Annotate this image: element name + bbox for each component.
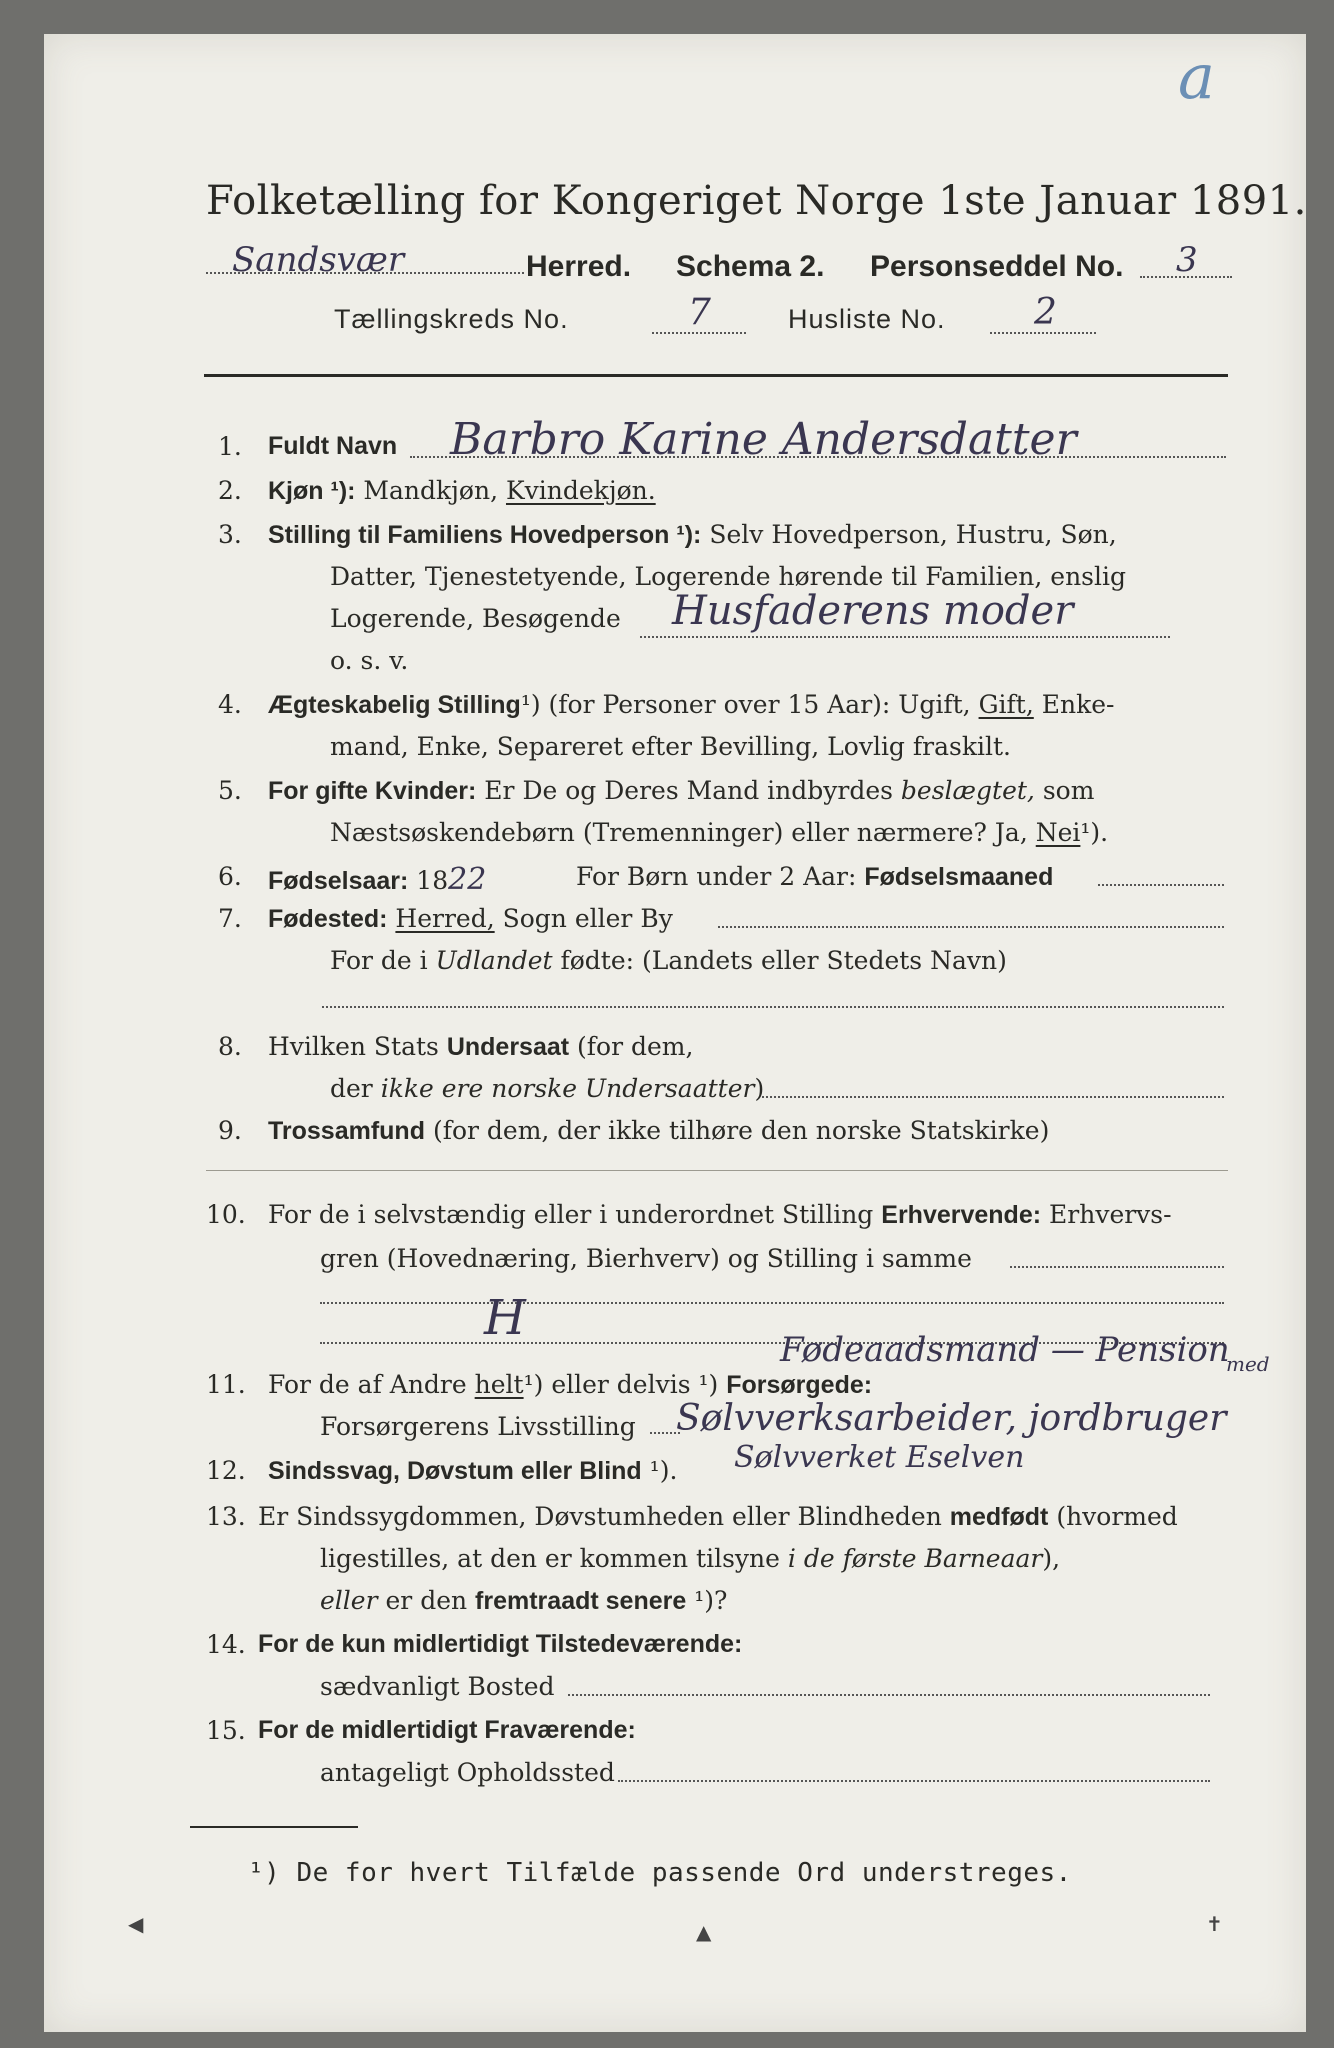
q14-line2: sædvanligt Bosted [320, 1672, 555, 1701]
item-number: 3. [218, 520, 242, 549]
q8-row [268, 1032, 693, 1062]
q15-label: For de midlertidigt Fraværende: [258, 1716, 636, 1744]
q7-dots-2 [322, 1006, 1224, 1008]
q10-dots-1 [1010, 1266, 1224, 1268]
q6-label: Fødselsaar: [268, 867, 409, 895]
q9-text: (for dem, der ikke tilhøre den norske Statskirke) [432, 1116, 1050, 1145]
q3-line3: Logerende, Besøgende [330, 604, 621, 633]
q13-line3b: er den [385, 1586, 468, 1615]
item-number: 15. [206, 1716, 246, 1745]
q10-text: For de i selvstændig eller i underordnet Stilling [268, 1200, 874, 1229]
q9-label: Trossamfund [268, 1117, 425, 1145]
q5-row [268, 776, 1094, 806]
item-number: 9. [218, 1116, 242, 1145]
q10-row [268, 1200, 1172, 1230]
q3-row [268, 520, 1117, 550]
q11-mid: ¹) eller delvis ¹) [523, 1370, 719, 1399]
q10-value1: H [484, 1290, 526, 1346]
personseddel-dots [1140, 276, 1232, 278]
q12-tail: ¹). [649, 1456, 678, 1485]
q1-dots [410, 456, 1226, 458]
q4-label: Ægteskabelig Stilling [268, 691, 521, 719]
q10-line2: gren (Hovednæring, Bierhverv) og Stilling i samme [320, 1244, 972, 1273]
q13-line3-row [320, 1586, 727, 1616]
q8-tail: (for dem, [577, 1032, 694, 1061]
q7-row [268, 904, 673, 934]
form-title: Folketælling for Kongeriget Norge 1ste Januar 1891. [206, 178, 1307, 224]
item-number: 8. [218, 1032, 242, 1061]
q2-label: Kjøn ¹): [268, 477, 356, 505]
q7-line2b: Udlandet [435, 946, 553, 975]
q3-dots [640, 636, 1170, 638]
husliste-label: Husliste No. [788, 304, 946, 334]
q9-row [268, 1116, 1049, 1146]
herred-label: Herred. [526, 250, 632, 283]
item-number: 14. [206, 1630, 246, 1659]
q8-line2-row [330, 1074, 764, 1103]
item-number: 12. [206, 1456, 246, 1485]
q14-label: For de kun midlertidigt Tilstedeværende: [258, 1630, 743, 1658]
q8-label: Undersaat [446, 1033, 570, 1061]
binding-mark-left: ◀ [128, 1912, 144, 1936]
q6-dots [1098, 884, 1224, 886]
q6-row2 [576, 862, 1053, 892]
q13-line2-row [320, 1544, 1060, 1573]
q13-line2a: ligestilles, at den er kommen tilsyne [320, 1544, 780, 1573]
q6-label2: Fødselsmaaned [864, 863, 1054, 891]
footnote: ¹) De for hvert Tilfælde passende Ord understreges. [248, 1858, 1072, 1888]
item-number: 6. [218, 862, 242, 891]
item-number: 10. [206, 1200, 246, 1229]
q6-value: 22 [448, 862, 487, 897]
herred-dots [206, 272, 524, 274]
husliste-dots [990, 332, 1096, 334]
q13-line2c: ), [1042, 1544, 1061, 1573]
q13-line3a: eller [320, 1586, 378, 1615]
q5-italic: beslægtet, [900, 776, 1035, 805]
q7-text: Sogn eller By [502, 904, 673, 933]
taellingskreds-value: 7 [688, 292, 711, 333]
q7-line2-row [330, 946, 1007, 975]
q13-bold: medfødt [949, 1503, 1049, 1531]
q13-text1: Er Sindssygdommen, Døvstumheden eller Blindheden [258, 1502, 942, 1531]
q4-text1: ¹) (for Personer over 15 Aar): Ugift, [520, 690, 971, 719]
taellingskreds-dots [652, 332, 746, 334]
q13-text2: (hvormed [1056, 1502, 1178, 1531]
q1-label: Fuldt Navn [268, 432, 398, 460]
q5-text1: Er De og Deres Mand indbyrdes [484, 776, 893, 805]
q13-line3d: ¹)? [694, 1586, 728, 1615]
q7-line2c: fødte: (Landets eller Stedets Navn) [560, 946, 1007, 975]
footnote-rule [190, 1826, 358, 1828]
q8-text: Hvilken Stats [268, 1032, 439, 1061]
q5-label: For gifte Kvinder: [268, 777, 477, 805]
personseddel-value: 3 [1176, 240, 1198, 280]
q11-value2: Sølvverket Eselven [734, 1440, 1025, 1475]
q2-underlined: Kvindekjøn. [505, 476, 656, 505]
q11-value: Sølvverksarbeider, jordbruger [676, 1398, 1227, 1439]
taellingskreds-label: Tællingskreds No. [334, 304, 569, 334]
q10-value2: Fødeaadsmand — Pension [780, 1330, 1230, 1370]
q3-value: Husfaderens moder [672, 588, 1074, 634]
q13-line2b: i de første Barneaar [787, 1544, 1043, 1573]
q6-row [268, 862, 486, 897]
q8-line2b: ikke ere norske Undersaatter [380, 1074, 755, 1103]
q5-nei: Nei [1035, 818, 1081, 847]
q11-text: For de af Andre [268, 1370, 467, 1399]
q4-text2: Enke- [1041, 690, 1115, 719]
q10-dots-2 [320, 1302, 1224, 1304]
q3-line2: Datter, Tjenestetyende, Logerende hørende til Familien, enslig [330, 562, 1127, 591]
q7-herred: Herred, [395, 904, 495, 933]
q13-row [258, 1502, 1178, 1532]
header-rule [204, 374, 1228, 377]
q3-label: Stilling til Familiens Hovedperson ¹): [268, 521, 702, 549]
q4-line2: mand, Enke, Separeret efter Bevilling, Lovlig fraskilt. [330, 732, 1011, 761]
q6-prefix: 18 [416, 866, 449, 895]
q7-label: Fødested: [268, 905, 388, 933]
q5-tail: ¹). [1080, 818, 1109, 847]
q2-row [268, 476, 656, 506]
q4-row [268, 690, 1114, 720]
q14-dots [568, 1694, 1210, 1696]
q1-value: Barbro Karine Andersdatter [450, 414, 1077, 465]
binding-mark-right: ✝ [1206, 1912, 1223, 1936]
q2-text: Mandkjøn, [363, 476, 499, 505]
q3-line4: o. s. v. [330, 646, 409, 675]
q8-line2a: der [330, 1074, 373, 1103]
q10-label: Erhvervende: [881, 1201, 1042, 1229]
item-number: 13. [206, 1502, 246, 1531]
q7-line2a: For de i [330, 946, 428, 975]
item-number: 11. [206, 1370, 246, 1399]
q15-dots [618, 1780, 1210, 1782]
q9-divider [206, 1170, 1228, 1171]
q5-text2: som [1042, 776, 1095, 805]
item-number: 2. [218, 476, 242, 505]
item-number: 1. [218, 432, 242, 461]
q4-gift: Gift, [978, 690, 1034, 719]
q11-label: Forsørgede: [726, 1371, 873, 1399]
q3-text1: Selv Hovedperson, Hustru, Søn, [709, 520, 1117, 549]
q5-line2: Næstsøskendebørn (Tremenninger) eller nærmere? Ja, [330, 818, 1028, 847]
personseddel-label: Personseddel No. [870, 250, 1124, 283]
husliste-value: 2 [1034, 292, 1057, 333]
schema-label: Schema 2. [676, 250, 825, 283]
q15-line2: antageligt Opholdssted [320, 1758, 615, 1787]
corner-letter: a [1178, 40, 1215, 113]
q7-dots [718, 926, 1224, 928]
q11-value-top: med [1226, 1352, 1270, 1376]
item-number: 7. [218, 904, 242, 933]
q11-line2: Forsørgerens Livsstilling [320, 1412, 636, 1441]
q10-tail: Erhvervs- [1049, 1200, 1172, 1229]
item-number: 5. [218, 776, 242, 805]
herred-value: Sandsvær [232, 240, 405, 280]
q13-line3c: fremtraadt senere [475, 1587, 687, 1615]
q5-line2-row [330, 818, 1108, 847]
q6-text: For Børn under 2 Aar: [576, 862, 857, 891]
q8-dots [762, 1096, 1224, 1098]
q12-row [268, 1456, 677, 1486]
q12-label: Sindssvag, Døvstum eller Blind [268, 1457, 642, 1485]
q8-line2c: ) [754, 1074, 765, 1103]
binding-mark-center: ▲ [696, 1920, 712, 1944]
item-number: 4. [218, 690, 242, 719]
q11-helt: helt [474, 1370, 524, 1399]
q11-row [268, 1370, 872, 1400]
